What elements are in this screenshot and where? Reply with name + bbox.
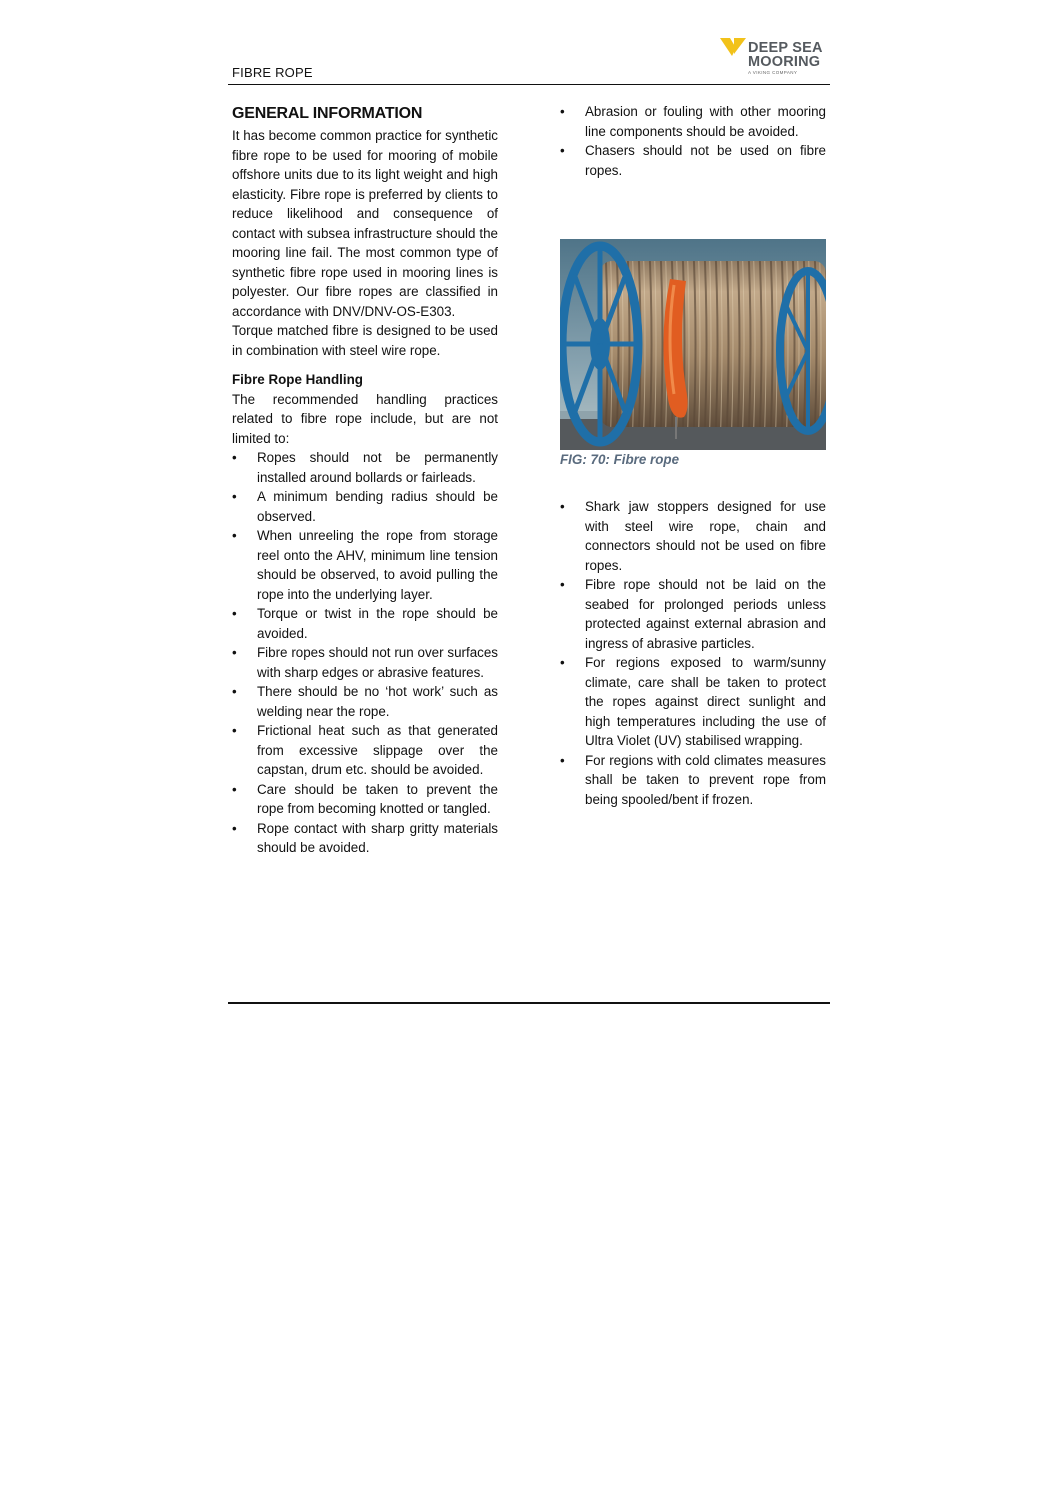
- intro-paragraph-1: It has become common practice for synthetic fibre rope to be used for mooring of mobile offshore units due to its light weight and high elasticity. Fibre rope is preferred by clients to reduce likelihood and consequence of contact with subsea infrastructure should the mooring line fail. The most common type of synthetic fibre rope used in mooring lines is polyester. Our fibre ropes are classified in accordance with DNV/DNV-OS-E303.: [232, 128, 498, 319]
- bullet-icon: •: [560, 752, 565, 768]
- list-item: [232, 526, 498, 604]
- list-item: [560, 102, 826, 141]
- bullet-icon: •: [232, 489, 237, 504]
- right-bullet-list-bottom: [560, 497, 826, 809]
- list-item-text: Shark jaw stoppers designed for use with steel wire rope, chain and connectors should not be used on fibre ropes.: [585, 499, 826, 573]
- intro-paragraph-2: Torque matched fibre is designed to be used in combination with steel wire rope.: [232, 323, 498, 358]
- company-logo: [718, 36, 830, 78]
- list-item-text: Care should be taken to prevent the rope from becoming knotted or tangled.: [257, 781, 498, 816]
- right-column-top: [560, 102, 826, 180]
- list-item: [232, 487, 498, 526]
- logo-line2: MOORING: [748, 53, 821, 70]
- bullet-icon: •: [560, 577, 565, 592]
- bullet-icon: •: [232, 645, 237, 660]
- handling-bullet-list: [232, 448, 498, 858]
- bullet-icon: •: [232, 450, 237, 465]
- list-item-text: There should be no ‘hot work’ such as welding near the rope.: [257, 684, 498, 719]
- list-item: [232, 643, 498, 682]
- list-item: [560, 141, 826, 180]
- list-item-text: Ropes should not be permanently installed around bollards or fairleads.: [257, 450, 498, 485]
- list-item-text: Fibre ropes should not run over surfaces with sharp edges or abrasive features.: [257, 645, 498, 680]
- figure-caption: FIG: 70: Fibre rope: [560, 452, 680, 467]
- section-heading: GENERAL INFORMATION: [232, 105, 423, 122]
- list-item-text: For regions exposed to warm/sunny climate, care shall be taken to protect the ropes against direct sunlight and high temperatures including the use of Ultra Violet (UV) stabilised wrapping.: [585, 655, 826, 748]
- logo-wordmark: [748, 42, 823, 69]
- list-item: [232, 780, 498, 819]
- handling-intro: The recommended handling practices related to fibre rope include, but are not limited to:: [232, 391, 498, 446]
- logo-tagline: A VIKING COMPANY: [748, 70, 798, 75]
- list-item: [560, 653, 826, 751]
- bullet-icon: •: [232, 528, 237, 543]
- list-item: [560, 575, 826, 653]
- list-item-text: For regions with cold climates measures shall be taken to prevent rope from being spooled/bent if frozen.: [585, 752, 826, 807]
- bullet-icon: •: [560, 143, 565, 158]
- bullet-icon: •: [232, 781, 237, 797]
- list-item-text: When unreeling the rope from storage reel onto the AHV, minimum line tension should be observed, to avoid pulling the rope into the underlying layer.: [257, 528, 498, 602]
- list-item: [232, 721, 498, 780]
- right-column-bottom: [560, 497, 826, 809]
- bullet-icon: •: [232, 684, 237, 699]
- right-bullet-list-top: [560, 102, 826, 180]
- list-item-text: Chasers should not be used on fibre ropes.: [585, 143, 826, 178]
- list-item: [560, 497, 826, 575]
- list-item: [232, 682, 498, 721]
- list-item-text: Fibre rope should not be laid on the seabed for prolonged periods unless protected against external abrasion and ingress of abrasive particles.: [585, 577, 826, 651]
- list-item: [560, 751, 826, 810]
- bullet-icon: •: [560, 499, 565, 514]
- header-divider: [228, 84, 830, 85]
- list-item-text: Rope contact with sharp gritty materials should be avoided.: [257, 820, 498, 855]
- page-header-title: FIBRE ROPE: [232, 65, 313, 80]
- list-item-text: Abrasion or fouling with other mooring line components should be avoided.: [585, 104, 826, 139]
- list-item: [232, 819, 498, 858]
- list-item-text: Torque or twist in the rope should be avoided.: [257, 606, 498, 641]
- list-item: [232, 604, 498, 643]
- left-column: [232, 104, 498, 858]
- bullet-icon: •: [232, 723, 237, 738]
- logo-chevron-icon: [718, 36, 748, 64]
- bullet-icon: •: [232, 820, 237, 836]
- bullet-icon: •: [560, 104, 565, 119]
- handling-subheading: Fibre Rope Handling: [232, 372, 363, 387]
- bullet-icon: •: [560, 655, 565, 670]
- footer-divider: [228, 1002, 830, 1004]
- fibre-rope-photo: [560, 239, 826, 450]
- list-item-text: Frictional heat such as that generated from excessive slippage over the capstan, drum etc. should be avoided.: [257, 723, 498, 777]
- logo-line1: DEEP SEA: [748, 40, 823, 56]
- bullet-icon: •: [232, 606, 237, 621]
- list-item: [232, 448, 498, 487]
- list-item-text: A minimum bending radius should be observed.: [257, 489, 498, 524]
